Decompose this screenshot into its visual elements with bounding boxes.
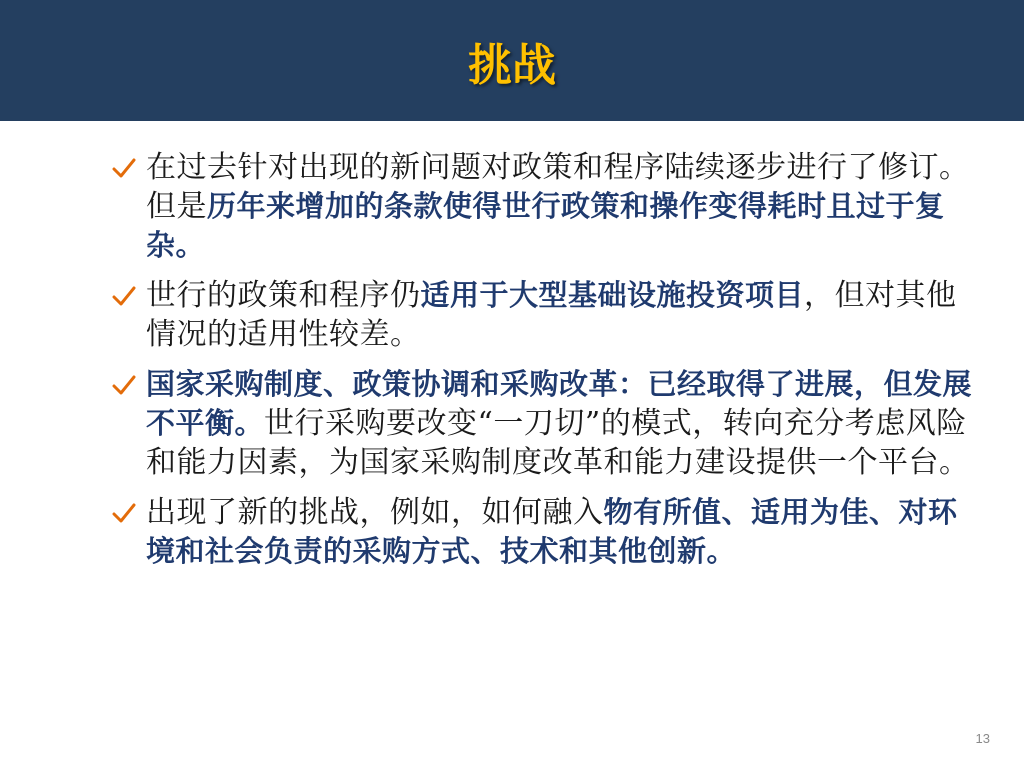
bullet-text-segment: ，但对其他情况的适用性较差。	[146, 278, 957, 352]
bullet-item-3	[112, 365, 972, 482]
bullet-text-segment: 出现了新的挑战，例如，如何融入	[146, 495, 604, 530]
bullet-text	[146, 148, 972, 265]
bullet-emphasis-text: 国家采购制度、政策协调和采购改革：已经取得了进展，但发展不平衡。	[146, 367, 973, 440]
page-number: 13	[975, 731, 990, 746]
checkmark-icon	[112, 365, 146, 405]
bullet-emphasis-text: 历年来增加的条款使得世行政策和操作变得耗时且过于复杂。	[146, 189, 945, 262]
bullet-text-segment: 世行采购要改变“一刀切”的模式，转向充分考虑风险和能力因素，为国家采购制度改革和能力建设提供一个平台。	[146, 406, 970, 480]
bullet-emphasis-text: 物有所值、适用为佳、对环境和社会负责的采购方式、技术和其他创新。	[146, 495, 958, 568]
bullet-text	[146, 493, 972, 571]
bullet-text-segment: 在过去针对出现的新问题对政策和程序陆续逐步进行了修订。但是	[146, 150, 970, 224]
checkmark-icon	[112, 493, 146, 533]
bullet-item-2	[112, 276, 972, 354]
bullet-emphasis-text: 适用于大型基础设施投资项目	[420, 278, 805, 312]
bullet-text	[146, 276, 972, 354]
bullet-text-segment: 世行的政策和程序仍	[146, 278, 421, 313]
bullet-item-1	[112, 148, 972, 265]
bullet-list	[112, 148, 972, 582]
slide-title: 挑战	[468, 39, 556, 91]
bullet-item-4	[112, 493, 972, 571]
bullet-text	[146, 365, 972, 482]
checkmark-icon	[112, 276, 146, 316]
checkmark-icon	[112, 148, 146, 188]
